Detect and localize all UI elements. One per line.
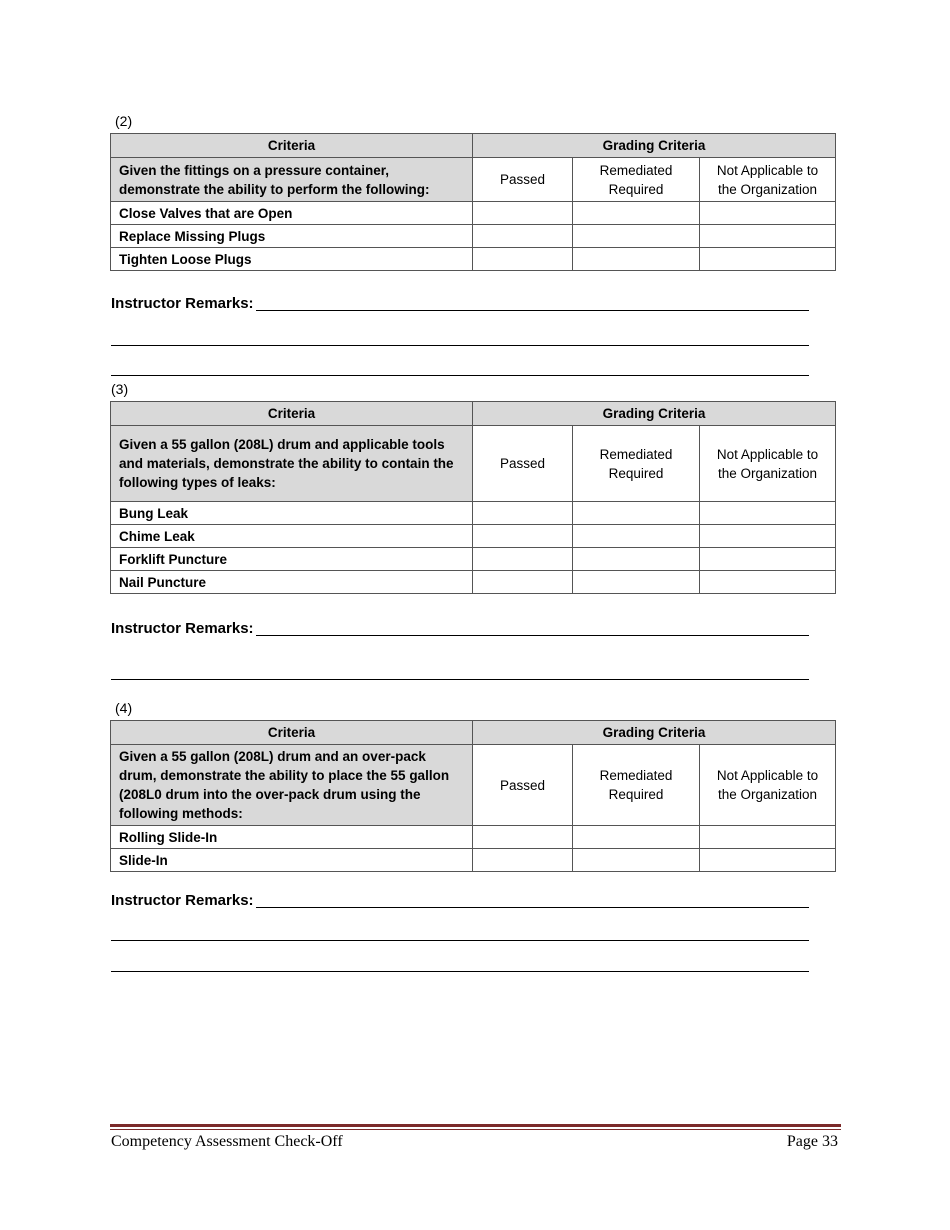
passed-cell[interactable] (473, 571, 573, 594)
criteria-item: Rolling Slide-In (111, 826, 473, 849)
grading-criteria-header: Grading Criteria (473, 134, 836, 158)
remediated-cell[interactable] (573, 248, 700, 271)
remarks-line[interactable] (111, 940, 809, 941)
remarks-label-text: Instructor Remarks: (111, 892, 254, 909)
remediated-column-header: Remediated Required (573, 745, 700, 826)
not-applicable-cell[interactable] (700, 826, 836, 849)
remediated-cell[interactable] (573, 849, 700, 872)
table-row (111, 225, 836, 248)
criteria-item: Close Valves that are Open (111, 202, 473, 225)
remarks-line[interactable] (256, 310, 809, 311)
footer-document-title: Competency Assessment Check-Off (111, 1133, 343, 1150)
grading-table-3 (110, 401, 836, 594)
table-row (111, 826, 836, 849)
not-applicable-column-header: Not Applicable to the Organization (700, 158, 836, 202)
not-applicable-cell[interactable] (700, 548, 836, 571)
not-applicable-column-header: Not Applicable to the Organization (700, 426, 836, 502)
not-applicable-cell[interactable] (700, 225, 836, 248)
not-applicable-cell[interactable] (700, 248, 836, 271)
criteria-header: Criteria (111, 721, 473, 745)
not-applicable-cell[interactable] (700, 849, 836, 872)
grading-table-4 (110, 720, 836, 872)
instructor-remarks-label (111, 620, 254, 637)
remediated-cell[interactable] (573, 571, 700, 594)
remediated-cell[interactable] (573, 826, 700, 849)
passed-cell[interactable] (473, 502, 573, 525)
table-row (111, 571, 836, 594)
passed-cell[interactable] (473, 548, 573, 571)
remediated-cell[interactable] (573, 525, 700, 548)
criteria-item: Nail Puncture (111, 571, 473, 594)
section-number: (3) (111, 381, 129, 397)
criteria-item: Bung Leak (111, 502, 473, 525)
remediated-column-header: Remediated Required (573, 158, 700, 202)
table-row (111, 548, 836, 571)
instructor-remarks-label (111, 892, 254, 909)
instructor-remarks-label (111, 295, 254, 312)
not-applicable-cell[interactable] (700, 202, 836, 225)
passed-column-header: Passed (473, 426, 573, 502)
remediated-cell[interactable] (573, 548, 700, 571)
table-row (111, 502, 836, 525)
remediated-cell[interactable] (573, 502, 700, 525)
not-applicable-cell[interactable] (700, 525, 836, 548)
passed-cell[interactable] (473, 225, 573, 248)
grading-criteria-header: Grading Criteria (473, 721, 836, 745)
table-row (111, 849, 836, 872)
remarks-line[interactable] (111, 375, 809, 376)
remediated-cell[interactable] (573, 202, 700, 225)
passed-cell[interactable] (473, 202, 573, 225)
section-number: (4) (115, 700, 133, 716)
remediated-cell[interactable] (573, 225, 700, 248)
remarks-line[interactable] (111, 679, 809, 680)
table-row (111, 202, 836, 225)
not-applicable-cell[interactable] (700, 502, 836, 525)
not-applicable-cell[interactable] (700, 571, 836, 594)
not-applicable-column-header: Not Applicable to the Organization (700, 745, 836, 826)
criteria-item: Forklift Puncture (111, 548, 473, 571)
criteria-item: Chime Leak (111, 525, 473, 548)
criteria-prompt: Given a 55 gallon (208L) drum and applicable tools and materials, demonstrate the ability to contain the following types of leaks: (111, 426, 473, 502)
passed-cell[interactable] (473, 525, 573, 548)
remarks-line[interactable] (111, 345, 809, 346)
footer-page-number: Page 33 (786, 1133, 838, 1150)
grading-table-2 (110, 133, 836, 271)
remarks-line[interactable] (111, 971, 809, 972)
remarks-line[interactable] (256, 907, 809, 908)
criteria-header: Criteria (111, 402, 473, 426)
passed-column-header: Passed (473, 745, 573, 826)
remediated-column-header: Remediated Required (573, 426, 700, 502)
criteria-prompt: Given the fittings on a pressure container, demonstrate the ability to perform the following: (111, 158, 473, 202)
footer-rule-thin (110, 1129, 841, 1130)
section-number: (2) (115, 113, 133, 129)
criteria-item: Tighten Loose Plugs (111, 248, 473, 271)
table-row (111, 248, 836, 271)
remarks-label-text: Instructor Remarks: (111, 620, 254, 637)
criteria-item: Replace Missing Plugs (111, 225, 473, 248)
passed-cell[interactable] (473, 826, 573, 849)
criteria-header: Criteria (111, 134, 473, 158)
criteria-prompt: Given a 55 gallon (208L) drum and an over-pack drum, demonstrate the ability to place the 55 gallon (208L0 drum into the over-pack drum using the following methods: (111, 745, 473, 826)
footer-rule (110, 1124, 841, 1127)
passed-cell[interactable] (473, 849, 573, 872)
criteria-item: Slide-In (111, 849, 473, 872)
passed-column-header: Passed (473, 158, 573, 202)
grading-criteria-header: Grading Criteria (473, 402, 836, 426)
remarks-line[interactable] (256, 635, 809, 636)
table-row (111, 525, 836, 548)
passed-cell[interactable] (473, 248, 573, 271)
remarks-label-text: Instructor Remarks: (111, 295, 254, 312)
